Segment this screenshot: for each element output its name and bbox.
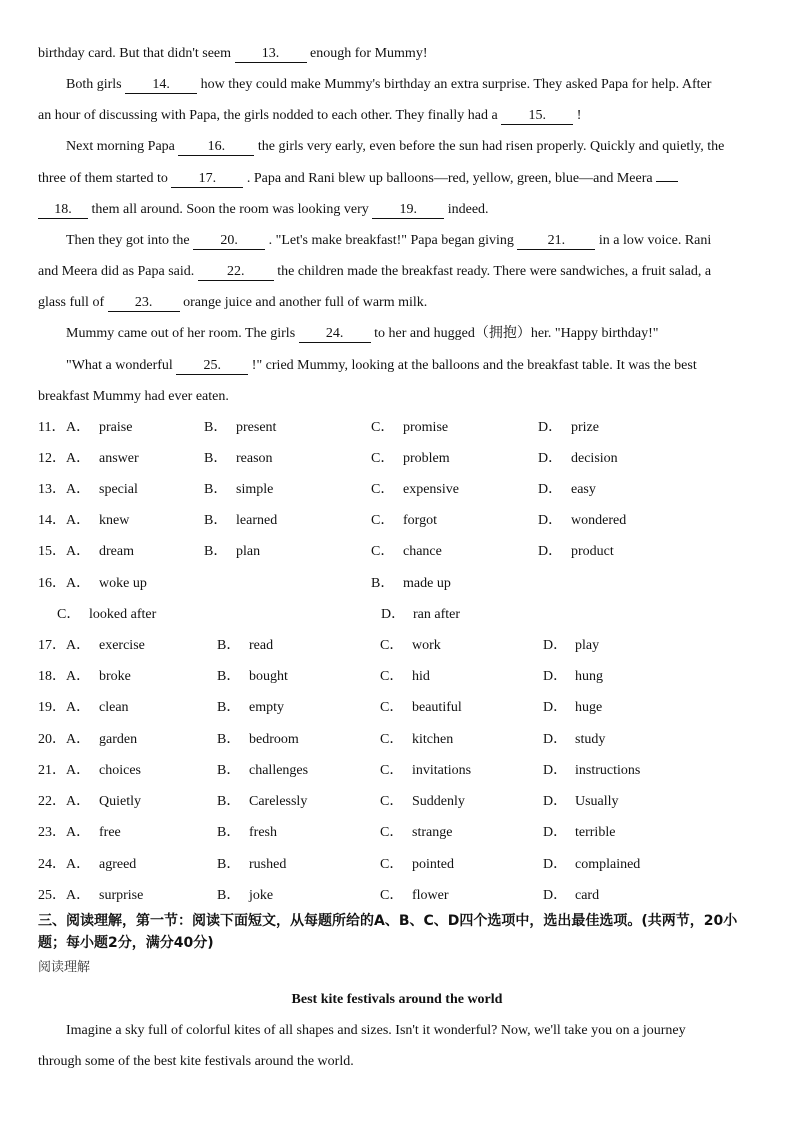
option-b[interactable]: plan: [236, 544, 261, 559]
option-b[interactable]: bought: [249, 669, 288, 684]
option-b[interactable]: challenges: [249, 763, 309, 778]
option-c[interactable]: hid: [412, 669, 430, 684]
blank-16: 16.: [178, 139, 254, 156]
option-c[interactable]: work: [412, 638, 441, 653]
blank-17: 17.: [171, 171, 243, 188]
blank-14: 14.: [125, 77, 197, 94]
option-a[interactable]: garden: [99, 732, 138, 747]
passage-line: three of them started to 17. . Papa and Rani blew up balloons—red, yellow, green, blue—and Meera: [38, 169, 678, 189]
option-d[interactable]: card: [575, 888, 600, 903]
passage-line: Both girls 14. how they could make Mummy's birthday an extra surprise. They asked Papa for help. After: [66, 77, 712, 92]
option-c[interactable]: looked after: [89, 607, 157, 622]
passage-line: an hour of discussing with Papa, the girls nodded to each other. They finally had a 15. !: [38, 108, 582, 123]
option-a[interactable]: surprise: [99, 888, 144, 903]
option-c[interactable]: problem: [403, 451, 450, 466]
option-b[interactable]: simple: [236, 482, 274, 497]
blank-18: 18.: [38, 202, 88, 219]
option-b[interactable]: Carelessly: [249, 794, 308, 809]
option-c[interactable]: beautiful: [412, 700, 462, 715]
passage-line: breakfast Mummy had ever eaten.: [38, 389, 229, 404]
option-a[interactable]: dream: [99, 544, 134, 559]
blank-15: 15.: [501, 108, 573, 125]
option-d[interactable]: instructions: [575, 763, 641, 778]
option-c[interactable]: expensive: [403, 482, 459, 497]
article-paragraph-line: through some of the best kite festivals around the world.: [38, 1054, 354, 1069]
option-b[interactable]: present: [236, 420, 277, 435]
option-c[interactable]: kitchen: [412, 732, 454, 747]
blank-19: 19.: [372, 202, 444, 219]
option-d[interactable]: product: [571, 544, 614, 559]
option-c[interactable]: promise: [403, 420, 449, 435]
passage-line: 18. them all around. Soon the room was looking very 19. indeed.: [38, 200, 489, 220]
blank-21: 21.: [517, 233, 595, 250]
option-c[interactable]: strange: [412, 825, 453, 840]
article-paragraph-line: Imagine a sky full of colorful kites of all shapes and sizes. Isn't it wonderful? Now, we'll take you on a journey: [66, 1023, 686, 1038]
blank-18-start: [656, 181, 678, 182]
passage-line: Next morning Papa 16. the girls very early, even before the sun had risen properly. Quickly and quietly, the: [66, 139, 725, 154]
option-a[interactable]: broke: [99, 669, 131, 684]
option-b[interactable]: rushed: [249, 857, 287, 872]
option-d[interactable]: Usually: [575, 794, 619, 809]
blank-25: 25.: [176, 358, 248, 375]
option-d[interactable]: decision: [571, 451, 618, 466]
option-a[interactable]: knew: [99, 513, 130, 528]
option-c[interactable]: pointed: [412, 857, 454, 872]
document-page: birthday card. But that didn't seem 13. enough for Mummy! Both girls 14. how they could make Mummy's birthday an extra surprise. They asked Papa for help. After an hour of discussing with Papa, the girls nodded to each other. They finally had a 15. ! Next morning Papa 16. the girls very early, even before the sun had risen properly. Quickly and quietly, the three of them started to 17. . Papa and Rani blew up balloons—red, yellow, green, blue—and Meera 18. them all around. Soon the room was looking very 19. indeed. Then they got into the 20. . "Let's make breakfast!" Papa began giving 21. in a low voice. Rani and Meera did as Papa said. 22. the children made the breakfast ready. There were sandwiches, a fruit salad, a glass full of 23. orange juice and another full of warm milk. Mummy came out of her room. The girls 24. to her and hugged（拥抱）her. "Happy birthday!" "What a wonderful 25. !" cried Mummy, looking at the balloons and the breakfast table. It was the best breakfast Mummy had ever eaten. 11． A． praise B． present C． promise D． prize 12． A． answer B． reason C． problem D． decision 13． A． special B． simple C． expensive D． easy 14． A． knew B． learned C． forgot D． wondered 15． A． dream B． plan C． chance D． product 16． A． woke up B． made up C． looked after D． ran after 17． A． exercise B． read C． work D． play 18． A． broke B． bought C． hid D． hung 19． A． clean B． empty C． beautiful D． huge 20． A． garden B． bedroom C． kitchen D． study 21． A． choices B． challenges C． invitations D． instructions 22． A． Quietly B． Carelessly C． Suddenly D． Usually 23． A． free B． fresh C． strange D． terrible 24． A． agreed B． rushed C． pointed D． complained 25． A． surprise B． joke C． flower D． card 三、阅读理解，第一节：阅读下面短文，从每题所给的A、B、C、D四个选项中，选出最佳选项。(共两节，20小题；每小题2分，满分40分) 阅读理解 Best kite festivals around the world Imagine a sky full of colorful kites of all shapes and sizes. Isn't it wonderful? Now, we'll take you on a journey through some of the best kite festivals around the world.: [0, 0, 794, 1122]
option-b[interactable]: made up: [403, 576, 451, 591]
option-b[interactable]: fresh: [249, 825, 277, 840]
option-d[interactable]: prize: [571, 420, 599, 435]
option-d[interactable]: complained: [575, 857, 641, 872]
blank-13: 13.: [235, 46, 307, 63]
option-c[interactable]: chance: [403, 544, 442, 559]
passage-line: and Meera did as Papa said. 22. the children made the breakfast ready. There were sandwiches, a fruit salad, a: [38, 264, 712, 279]
option-c[interactable]: invitations: [412, 763, 472, 778]
option-c[interactable]: forgot: [403, 513, 437, 528]
section-label: 阅读理解: [38, 960, 91, 975]
option-a[interactable]: praise: [99, 420, 133, 435]
option-b[interactable]: learned: [236, 513, 278, 528]
option-d[interactable]: terrible: [575, 825, 616, 840]
blank-24: 24.: [299, 326, 371, 343]
section-heading: 三、阅读理解，第一节：阅读下面短文，从每题所给的A、B、C、D四个选项中，选出最佳选项。(共两节，20小题；每小题2分，满分40分): [38, 913, 738, 951]
option-a[interactable]: agreed: [99, 857, 137, 872]
option-a[interactable]: free: [99, 825, 121, 840]
passage-line: glass full of 23. orange juice and another full of warm milk.: [38, 295, 428, 310]
option-d[interactable]: hung: [575, 669, 603, 684]
option-a[interactable]: clean: [99, 700, 129, 715]
blank-20: 20.: [193, 233, 265, 250]
option-a[interactable]: choices: [99, 763, 141, 778]
option-d[interactable]: easy: [571, 482, 596, 497]
option-d[interactable]: ran after: [413, 607, 461, 622]
blank-22: 22.: [198, 264, 274, 281]
option-d[interactable]: play: [575, 638, 600, 653]
passage-line: birthday card. But that didn't seem 13. enough for Mummy!: [38, 46, 428, 61]
passage-line: "What a wonderful 25. !" cried Mummy, looking at the balloons and the breakfast table. It was the best: [66, 358, 697, 373]
option-d[interactable]: study: [575, 732, 606, 747]
option-b[interactable]: empty: [249, 700, 284, 715]
option-a[interactable]: answer: [99, 451, 139, 466]
option-c[interactable]: Suddenly: [412, 794, 465, 809]
option-a[interactable]: Quietly: [99, 794, 141, 809]
option-b[interactable]: reason: [236, 451, 273, 466]
article-title: Best kite festivals around the world: [291, 992, 503, 1007]
passage-line: Then they got into the 20. . "Let's make breakfast!" Papa began giving 21. in a low voice. Rani: [66, 233, 712, 248]
option-a[interactable]: special: [99, 482, 138, 497]
option-d[interactable]: wondered: [571, 513, 627, 528]
option-a[interactable]: exercise: [99, 638, 145, 653]
option-b[interactable]: read: [249, 638, 274, 653]
option-a[interactable]: woke up: [99, 576, 147, 591]
passage-line: Mummy came out of her room. The girls 24. to her and hugged（拥抱）her. "Happy birthday!": [66, 326, 659, 341]
option-b[interactable]: joke: [249, 888, 274, 903]
option-b[interactable]: bedroom: [249, 732, 299, 747]
option-c[interactable]: flower: [412, 888, 449, 903]
blank-23: 23.: [108, 295, 180, 312]
option-d[interactable]: huge: [575, 700, 603, 715]
